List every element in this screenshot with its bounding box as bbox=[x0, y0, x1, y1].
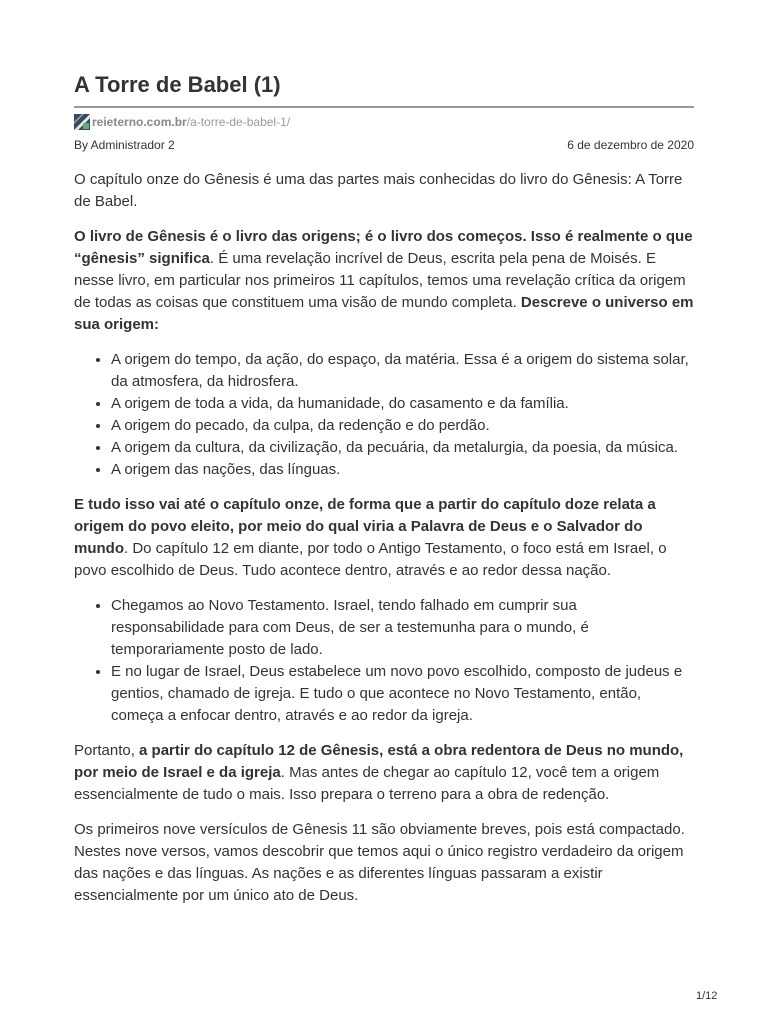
page-title: A Torre de Babel (1) bbox=[74, 72, 281, 97]
title-divider bbox=[74, 106, 694, 108]
publish-date: 6 de dezembro de 2020 bbox=[567, 138, 694, 152]
paragraph-2-text: . É uma revelação incrível de Deus, escrita pela pena de Moisés. E nesse livro, em particular nos primeiros 11 capítulos, temos uma revelação crítica da origem de todas as coisas que constituem uma visão de mundo completa. bbox=[74, 250, 686, 311]
source-path: /a-torre-de-babel-1/ bbox=[186, 115, 291, 129]
article-body bbox=[74, 169, 694, 920]
paragraph-4-bold: a partir do capítulo 12 de Gênesis, está a obra redentora de Deus no mundo, por meio de Israel e da igreja bbox=[74, 742, 684, 781]
paragraph-4 bbox=[74, 740, 694, 806]
paragraph-2 bbox=[74, 226, 694, 336]
list-item: • Chegamos ao Novo Testamento. Israel, tendo falhado em cumprir sua responsabilidade para com Deus, de ser a testemunha para o mundo, é temporariamente posto de lado. bbox=[111, 595, 694, 661]
paragraph-2-bold: O livro de Gênesis é o livro das origens; é o livro dos começos. Isso é realmente o que “gênesis” significa bbox=[74, 228, 693, 267]
list-item: • A origem das nações, das línguas. bbox=[111, 459, 694, 481]
list-item: • A origem do tempo, da ação, do espaço, da matéria. Essa é a origem do sistema solar, da atmosfera, da hidrosfera. bbox=[111, 349, 694, 393]
testament-list bbox=[74, 595, 694, 727]
article-meta bbox=[74, 138, 694, 152]
origins-list bbox=[74, 349, 694, 481]
paragraph-3 bbox=[74, 494, 694, 582]
paragraph-4-text-start: Portanto, bbox=[74, 742, 140, 759]
paragraph-3-bold: E tudo isso vai até o capítulo onze, de forma que a partir do capítulo doze relata a origem do povo eleito, por meio do qual viria a Palavra de Deus e o Salvador do mundo bbox=[74, 496, 656, 557]
paragraph-2-bold-end: Descreve o universo em sua origem: bbox=[74, 294, 694, 333]
site-favicon-icon bbox=[74, 114, 90, 130]
paragraph-5: Os primeiros nove versículos de Gênesis 11 são obviamente breves, pois está compactado. Nestes nove versos, vamos descobrir que temos aqui o único registro verdadeiro da origem das nações e das línguas. As nações e as diferentes línguas passaram a existir essencialmente por um único ato de Deus. bbox=[74, 821, 685, 904]
author-byline: By Administrador 2 bbox=[74, 138, 175, 152]
list-item: • A origem do pecado, da culpa, da redenção e do perdão. bbox=[111, 415, 694, 437]
page-number: 1/12 bbox=[696, 990, 718, 1002]
paragraph-1: O capítulo onze do Gênesis é uma das partes mais conhecidas do livro do Gênesis: A Torre de Babel. bbox=[74, 171, 683, 210]
list-item: • A origem da cultura, da civilização, da pecuária, da metalurgia, da poesia, da música. bbox=[111, 437, 694, 459]
paragraph-4-text-end: . Mas antes de chegar ao capítulo 12, você tem a origem essencialmente de tudo o mais. Isso prepara o terreno para a obra de redenção. bbox=[74, 764, 660, 803]
list-item: • E no lugar de Israel, Deus estabelece um novo povo escolhido, composto de judeus e gentios, chamado de igreja. E tudo o que acontece no Novo Testamento, então, começa a enfocar dentro, através e ao redor da igreja. bbox=[111, 661, 694, 727]
source-link[interactable] bbox=[74, 114, 290, 130]
list-item: • A origem de toda a vida, da humanidade, do casamento e da família. bbox=[111, 393, 694, 415]
source-domain: reieterno.com.br bbox=[92, 115, 187, 129]
paragraph-3-text: . Do capítulo 12 em diante, por todo o Antigo Testamento, o foco está em Israel, o povo escolhido de Deus. Tudo acontece dentro, através e ao redor dessa nação. bbox=[74, 540, 667, 579]
